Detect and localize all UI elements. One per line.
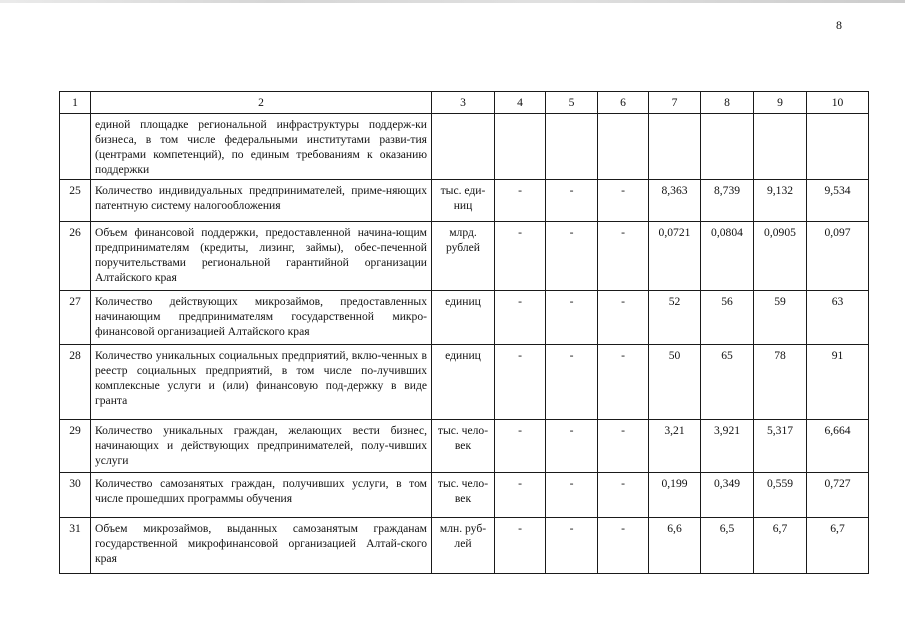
indicator-description: Количество уникальных граждан, желающих вести бизнес, начинающих и действующих предпринимателей, полу-чивших услуги [91, 420, 432, 473]
value-cell [495, 114, 546, 180]
row-number: 26 [60, 222, 91, 291]
value-cell: 3,21 [649, 420, 701, 473]
value-cell: - [598, 420, 649, 473]
row-number: 27 [60, 291, 91, 345]
page-number: 8 [836, 18, 842, 32]
value-cell: 63 [807, 291, 869, 345]
value-cell: - [546, 222, 598, 291]
row-number: 31 [60, 518, 91, 574]
value-cell: 6,7 [754, 518, 807, 574]
value-cell: - [546, 180, 598, 222]
indicators-table [59, 91, 869, 574]
value-cell [546, 114, 598, 180]
value-cell: - [598, 473, 649, 518]
header-cell: 9 [754, 92, 807, 114]
value-cell: 59 [754, 291, 807, 345]
value-cell: - [598, 345, 649, 420]
table-row [60, 114, 869, 180]
unit-cell: единиц [432, 345, 495, 420]
unit-cell: тыс. чело-век [432, 420, 495, 473]
indicator-description: Объем финансовой поддержки, предоставленной начина-ющим предпринимателям (кредиты, лизинг, займы), обес-печенной поручительствами региональной гарантийной организации Алтайского края [91, 222, 432, 291]
header-cell: 8 [701, 92, 754, 114]
value-cell: 50 [649, 345, 701, 420]
value-cell: 8,363 [649, 180, 701, 222]
value-cell [754, 114, 807, 180]
unit-cell: млрд. рублей [432, 222, 495, 291]
value-cell: 9,534 [807, 180, 869, 222]
indicator-description: единой площадке региональной инфраструктуры поддерж-ки бизнеса, в том числе федеральными институтами разви-тия (центрами компетенций), по единым требованиям к оказанию поддержки [91, 114, 432, 180]
value-cell: 56 [701, 291, 754, 345]
indicator-description: Количество действующих микрозаймов, предоставленных начинающим предпринимателям государственной микро-финансовой организацией Алтайского края [91, 291, 432, 345]
value-cell: - [546, 291, 598, 345]
unit-cell: единиц [432, 291, 495, 345]
header-row [60, 92, 869, 114]
indicator-description: Количество самозанятых граждан, получивших услуги, в том числе прошедших программы обучения [91, 473, 432, 518]
value-cell: - [546, 473, 598, 518]
scan-artifact [0, 0, 905, 3]
value-cell: - [598, 291, 649, 345]
value-cell [598, 114, 649, 180]
value-cell: 0,0804 [701, 222, 754, 291]
header-cell: 3 [432, 92, 495, 114]
table-row [60, 473, 869, 518]
value-cell: - [495, 345, 546, 420]
value-cell: 0,199 [649, 473, 701, 518]
value-cell: - [495, 291, 546, 345]
value-cell: - [495, 420, 546, 473]
value-cell: 5,317 [754, 420, 807, 473]
value-cell: 78 [754, 345, 807, 420]
value-cell: 0,0905 [754, 222, 807, 291]
unit-cell: млн. руб-лей [432, 518, 495, 574]
value-cell: 9,132 [754, 180, 807, 222]
value-cell: 0,727 [807, 473, 869, 518]
header-cell: 10 [807, 92, 869, 114]
header-cell: 1 [60, 92, 91, 114]
value-cell: - [495, 473, 546, 518]
value-cell: 6,5 [701, 518, 754, 574]
value-cell: 3,921 [701, 420, 754, 473]
value-cell: 6,6 [649, 518, 701, 574]
row-number: 28 [60, 345, 91, 420]
row-number: 29 [60, 420, 91, 473]
value-cell: 65 [701, 345, 754, 420]
value-cell: - [546, 420, 598, 473]
table-row [60, 420, 869, 473]
header-cell: 7 [649, 92, 701, 114]
unit-cell: тыс. чело-век [432, 473, 495, 518]
unit-cell [432, 114, 495, 180]
value-cell: 6,664 [807, 420, 869, 473]
value-cell: - [546, 345, 598, 420]
row-number: 25 [60, 180, 91, 222]
value-cell: 52 [649, 291, 701, 345]
header-cell: 4 [495, 92, 546, 114]
row-number [60, 114, 91, 180]
value-cell: 8,739 [701, 180, 754, 222]
indicator-description: Количество уникальных социальных предприятий, вклю-ченных в реестр социальных предприятий, в том числе по-лучивших комплексные услуги и (или) финансовую под-держку в виде гранта [91, 345, 432, 420]
value-cell [701, 114, 754, 180]
value-cell: - [495, 180, 546, 222]
value-cell: 0,097 [807, 222, 869, 291]
table-row [60, 345, 869, 420]
header-cell: 5 [546, 92, 598, 114]
row-number: 30 [60, 473, 91, 518]
value-cell: - [598, 180, 649, 222]
value-cell: 0,559 [754, 473, 807, 518]
value-cell: - [495, 222, 546, 291]
value-cell: - [598, 222, 649, 291]
value-cell: 0,0721 [649, 222, 701, 291]
value-cell: - [495, 518, 546, 574]
header-cell: 2 [91, 92, 432, 114]
unit-cell: тыс. еди-ниц [432, 180, 495, 222]
value-cell [807, 114, 869, 180]
indicator-description: Объем микрозаймов, выданных самозанятым гражданам государственной микрофинансовой организацией Алтай-ского края [91, 518, 432, 574]
table-row [60, 291, 869, 345]
value-cell: 6,7 [807, 518, 869, 574]
header-cell: 6 [598, 92, 649, 114]
value-cell: - [598, 518, 649, 574]
indicator-description: Количество индивидуальных предпринимателей, приме-няющих патентную систему налогообложения [91, 180, 432, 222]
value-cell [649, 114, 701, 180]
value-cell: - [546, 518, 598, 574]
value-cell: 0,349 [701, 473, 754, 518]
table-row [60, 518, 869, 574]
value-cell: 91 [807, 345, 869, 420]
table-row [60, 222, 869, 291]
table-row [60, 180, 869, 222]
